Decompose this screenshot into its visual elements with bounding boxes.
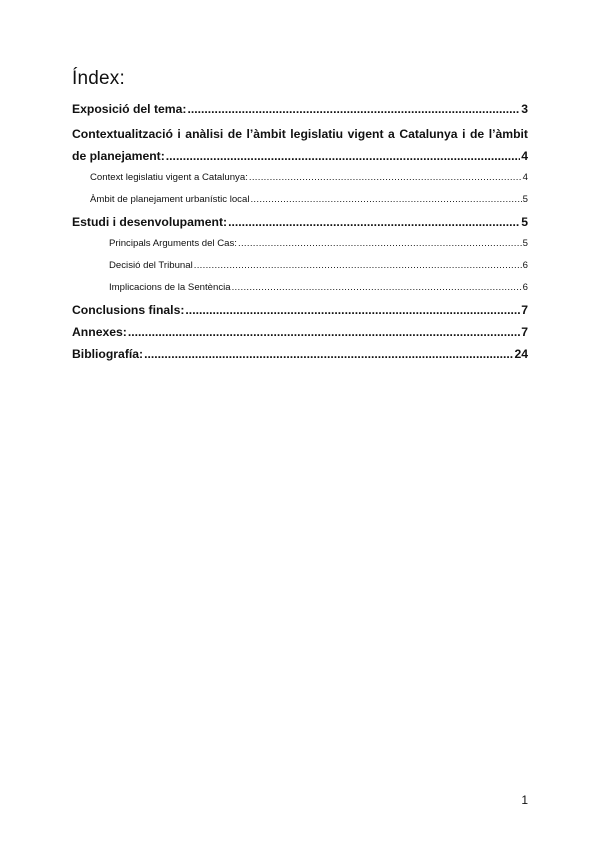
toc-entry-page: 6 [522,282,528,293]
toc-entry-ambit-planejament[interactable] [72,189,528,211]
toc-entry-page: 6 [522,260,528,271]
toc-entry-page: 24 [514,347,528,361]
toc-leader-dots [185,299,520,321]
page-number: 1 [521,793,528,807]
toc-entry-implicacions[interactable] [72,277,528,299]
toc-entry-label: Context legislatiu vigent a Catalunya: [90,172,248,183]
toc-entry-page: 4 [521,149,528,163]
toc-entry-label: Bibliografía: [72,347,144,361]
toc-leader-dots [249,167,522,189]
toc-leader-dots [187,98,520,120]
toc-entry-label: Àmbit de planejament urbanístic local [90,194,250,205]
toc-leader-dots [194,255,522,277]
toc-leader-dots [144,343,513,365]
toc-title: Índex: [72,68,125,89]
toc-entry-conclusions[interactable] [72,299,528,321]
toc-entry-principals-arguments[interactable] [72,233,528,255]
toc-entry-label: Exposició del tema: [72,102,187,116]
toc-entry-page: 7 [521,325,528,339]
toc-entry-page: 4 [522,172,528,183]
toc-entry-contextualitzacio[interactable] [72,123,528,167]
toc-entry-annexes[interactable] [72,321,528,343]
toc-entry-exposicio[interactable] [72,98,528,120]
toc-entry-label: Annexes: [72,325,127,339]
toc-entry-bibliografia[interactable] [72,343,528,365]
toc-leader-dots [228,211,520,233]
toc-entry-label-line2: de planejament: [72,149,165,163]
toc-leader-dots [238,233,522,255]
toc-entry-decisio-tribunal[interactable] [72,255,528,277]
toc-entry-label-line1: Contextualització i anàlisi de l’àmbit legislatiu vigent a Catalunya i de l’àmbit [72,127,528,141]
toc-leader-dots [128,321,520,343]
toc-entry-label: Conclusions finals: [72,303,185,317]
toc-entry-page: 5 [522,238,528,249]
toc-entry-page: 5 [521,215,528,229]
toc-leader-dots [232,277,522,299]
toc-entry-context-legislatiu[interactable] [72,167,528,189]
toc-entry-label: Decisió del Tribunal [109,260,193,271]
toc-entry-page: 3 [521,102,528,116]
toc-entry-label: Implicacions de la Sentència [109,282,231,293]
toc-leader-dots [166,145,520,167]
toc-entry-estudi[interactable] [72,211,528,233]
toc-leader-dots [250,189,521,211]
toc-entry-label: Estudi i desenvolupament: [72,215,228,229]
table-of-contents [72,98,528,365]
toc-entry-page: 5 [522,194,528,205]
toc-entry-label: Principals Arguments del Cas: [109,238,237,249]
toc-entry-page: 7 [521,303,528,317]
